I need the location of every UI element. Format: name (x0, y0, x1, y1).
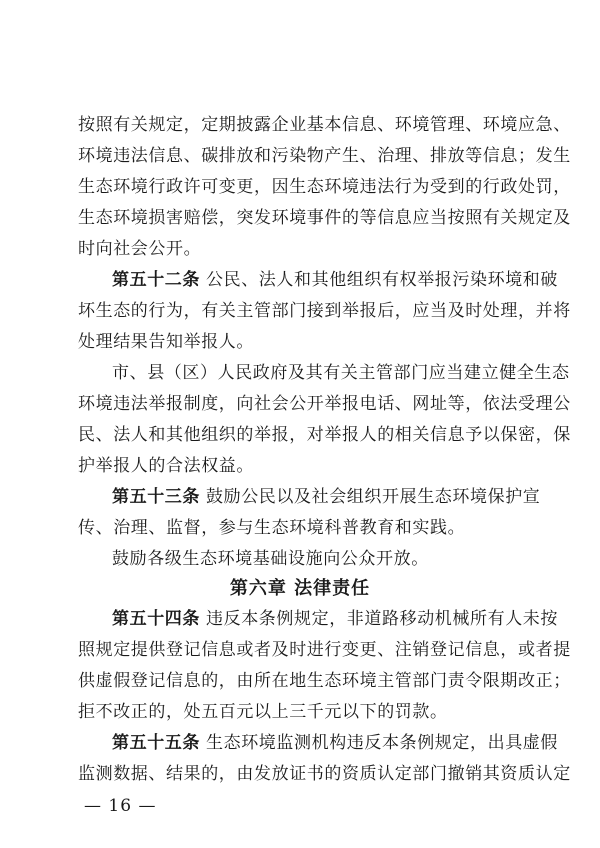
chapter-title: 第六章 法律责任 (229, 578, 371, 599)
text-line: 环境违法举报制度，向社会公开举报电话、网址等，依法受理公 (78, 394, 571, 414)
article-number: 第五十二条 (112, 270, 200, 290)
article-number: 第五十四条 (112, 609, 200, 629)
text-line: 鼓励公民以及社会组织开展生态环境保护宣 (200, 487, 541, 507)
text-line: 监测数据、结果的，由发放证书的资质认定部门撤销其资质认定 (78, 764, 571, 784)
article-52-first-line (112, 269, 559, 291)
text-line: 市、县（区）人民政府及其有关主管部门应当建立健全生态 (112, 363, 570, 383)
article-number: 第五十三条 (112, 487, 200, 507)
article-54-first-line (112, 608, 559, 630)
text-line: 处理结果告知举报人。 (78, 332, 254, 352)
article-number: 第五十五条 (112, 733, 200, 753)
text-line: 生态环境行政许可变更，因生态环境违法行为受到的行政处罚， (78, 177, 571, 197)
text-line: 民、法人和其他组织的举报，对举报人的相关信息予以保密，保 (78, 425, 571, 445)
text-line: 坏生态的行为，有关主管部门接到举报后，应当及时处理，并将 (78, 301, 571, 321)
page-number: — 16 — (84, 796, 157, 816)
text-line: 环境违法信息、碳排放和污染物产生、治理、排放等信息；发生 (78, 146, 571, 166)
text-line: 按照有关规定，定期披露企业基本信息、环境管理、环境应急、 (78, 115, 571, 135)
text-line: 鼓励各级生态环境基础设施向公众开放。 (112, 549, 429, 569)
text-line: 生态环境监测机构违反本条例规定，出具虚假 (200, 733, 559, 753)
text-line: 生态环境损害赔偿，突发环境事件的等信息应当按照有关规定及 (78, 208, 571, 228)
text-line: 违反本条例规定，非道路移动机械所有人未按 (200, 609, 559, 629)
text-line: 供虚假登记信息的，由所在地生态环境主管部门责令限期改正； (78, 671, 571, 691)
text-line: 护举报人的合法权益。 (78, 456, 254, 476)
article-53-first-line (112, 486, 541, 508)
text-line: 照规定提供登记信息或者及时进行变更、注销登记信息，或者提 (78, 640, 571, 660)
article-55-first-line (112, 732, 559, 754)
text-line: 拒不改正的，处五百元以上三千元以下的罚款。 (78, 702, 448, 722)
text-line: 公民、法人和其他组织有权举报污染环境和破 (200, 270, 559, 290)
text-line: 时向社会公开。 (78, 239, 202, 259)
text-line: 传、治理、监督，参与生态环境科普教育和实践。 (78, 518, 466, 538)
